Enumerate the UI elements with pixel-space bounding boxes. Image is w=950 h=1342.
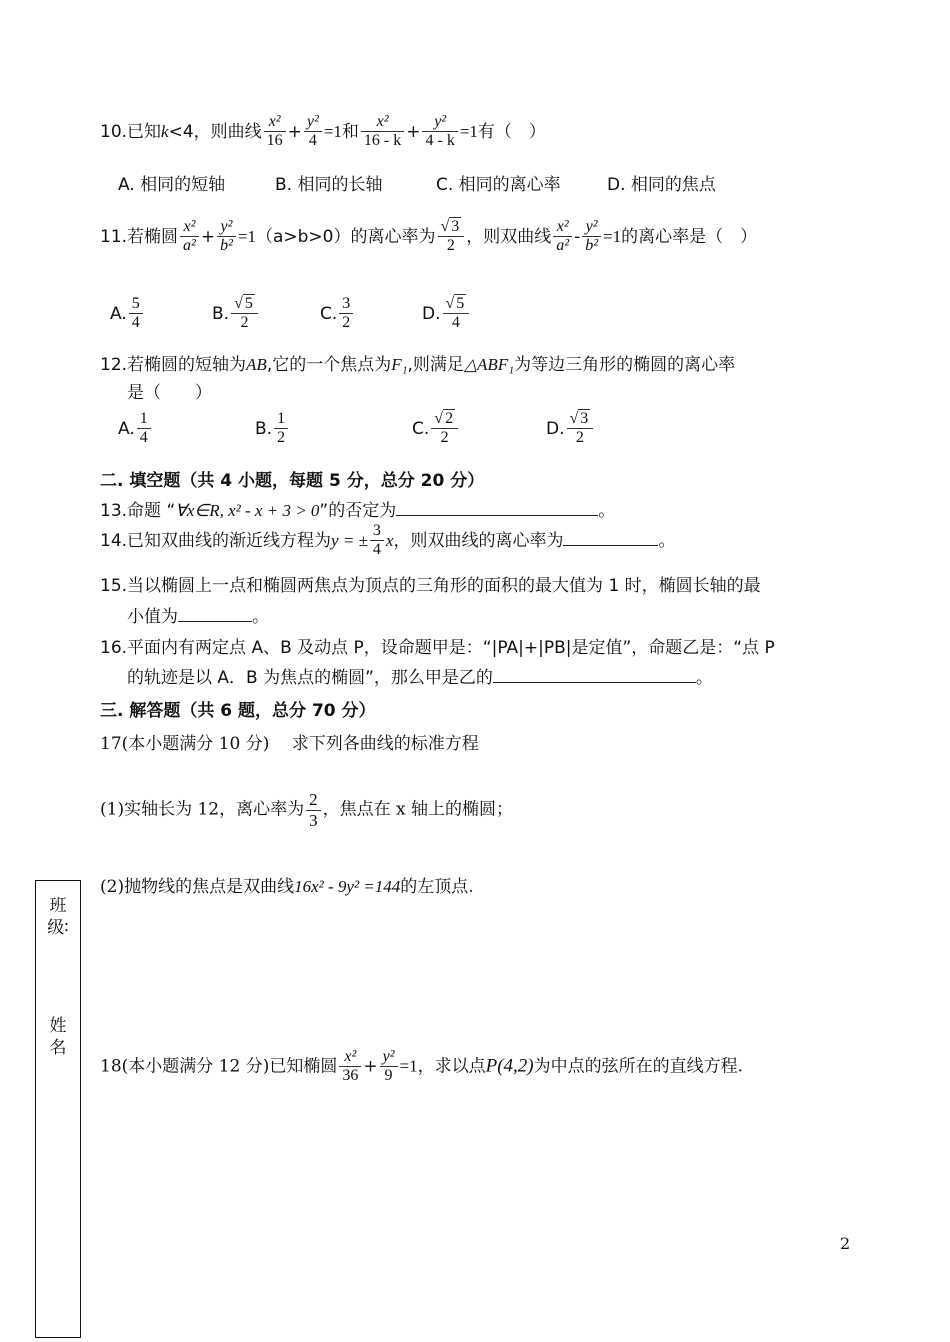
question-11-stem: 11.若椭圆 $\frac{\text{x²}}{\text{a²}}$ + $\frac{\text{y²}}{\text{b²}}$ =1（a>b>0）的离心率为 $\frac{√ 3}{2}$ ，则双曲线 $\frac{\text{x²}}{\text{a²}}$ - $\frac{\text{y²}}{\text{b²}}$ =1的离心率是（ ） <box>100 218 758 255</box>
question-17-part1: (1)实轴长为 12，离心率为 $\frac{2}{3}$ ，焦点在 x 轴上的椭圆； <box>100 790 514 830</box>
fraction: $\frac{\text{y²}}{4}$ <box>304 113 322 151</box>
fraction: $\frac{\text{y²}}{4 - k}$ <box>422 113 457 151</box>
q11-option-b: B. $\frac{√ 5}{2}$ <box>212 295 260 333</box>
q10-option-a: A. 相同的短轴 <box>118 175 226 195</box>
q11-option-a: A. $\frac{5}{4}$ <box>110 295 145 333</box>
fraction: $\frac{√ 3}{2}$ <box>438 218 465 256</box>
question-13: 13.命题 “∀x∈R, x² - x + 3 > 0”的否定为 。 <box>100 501 616 521</box>
fraction: $\frac{\text{x²}}{\text{a²}}$ <box>553 218 572 256</box>
name-label-text: 姓名 <box>49 1016 67 1058</box>
page-number: 2 <box>840 1234 851 1253</box>
question-10-stem: 10.已知k<4，则曲线 $\frac{\text{x²}}{16}$ + $\frac{\text{y²}}{4}$ =1和 $\frac{\text{x²}}{16 - k}$ + $\frac{\text{y²}}{4 - k}$ =1有（ ） <box>100 113 546 150</box>
question-15-line2: 小值为 。 <box>127 607 269 627</box>
class-label <box>47 895 69 939</box>
q11-option-c: C. $\frac{3}{2}$ <box>320 295 355 333</box>
question-16-line2: 的轨迹是以 A．B 为焦点的椭圆”，那么甲是乙的 。 <box>127 668 713 688</box>
student-info-box <box>35 880 81 1338</box>
fraction: $\frac{\text{x²}}{16}$ <box>264 113 286 151</box>
class-label-text: 班级∶ <box>47 896 69 938</box>
fraction: $\frac{\text{x²}}{16 - k}$ <box>361 113 404 151</box>
q12-option-b: B. $\frac{1}{2}$ <box>255 410 290 448</box>
section-heading-fill-in: 二. 填空题（共 4 小题，每题 5 分，总分 20 分） <box>100 471 485 491</box>
question-14: 14.已知双曲线的渐近线方程为y = ± $\frac{3}{4}$ x，则双曲线的离心率为 。 <box>100 522 676 559</box>
q10-option-b: B. 相同的长轴 <box>275 175 383 195</box>
question-15-line1: 15.当以椭圆上一点和椭圆两焦点为顶点的三角形的面积的最大值为 1 时，椭圆长轴的最 <box>100 576 761 596</box>
fraction: $\frac{\text{x²}}{\text{a²}}$ <box>180 218 199 256</box>
name-label <box>47 1015 69 1059</box>
q12-option-a: A. $\frac{1}{4}$ <box>118 410 153 448</box>
section-heading-solve: 三. 解答题（共 6 题，总分 70 分） <box>100 701 376 721</box>
q11-option-d: D. $\frac{√ 5}{4}$ <box>422 295 471 333</box>
q12-option-d: D. $\frac{√ 3}{2}$ <box>546 410 595 448</box>
q10-option-c: C. 相同的离心率 <box>436 175 561 195</box>
question-18: 18(本小题满分 12 分)已知椭圆 $\frac{\text{x²}}{36}$ + $\frac{\text{y²}}{9}$ =1，求以点P(4,2)为中点的弦所在的直线方程. <box>100 1048 744 1085</box>
answer-blank <box>178 605 252 622</box>
answer-blank <box>563 529 658 546</box>
question-16-line1: 16.平面内有两定点 A、B 及动点 P，设命题甲是：“|PA|+|PB|是定值”，命题乙是：“点 P <box>100 638 775 658</box>
question-12-stem: 12.若椭圆的短轴为AB,它的一个焦点为F₁,则满足△ABF₁为等边三角形的椭圆的离心率 <box>100 355 736 375</box>
q12-option-c: C. $\frac{√ 2}{2}$ <box>412 410 460 448</box>
answer-blank <box>493 666 696 683</box>
question-12-line2: 是（ ） <box>127 383 212 403</box>
question-17-title: 17(本小题满分 10 分) 求下列各曲线的标准方程 <box>100 734 479 754</box>
q10-option-d: D. 相同的焦点 <box>607 175 716 195</box>
fraction: $\frac{\text{y²}}{\text{b²}}$ <box>217 218 236 256</box>
fraction: $\frac{\text{y²}}{\text{b²}}$ <box>582 218 601 256</box>
question-17-part2: (2)抛物线的焦点是双曲线16x² - 9y² =144的左顶点. <box>100 877 474 897</box>
answer-blank <box>396 499 598 516</box>
